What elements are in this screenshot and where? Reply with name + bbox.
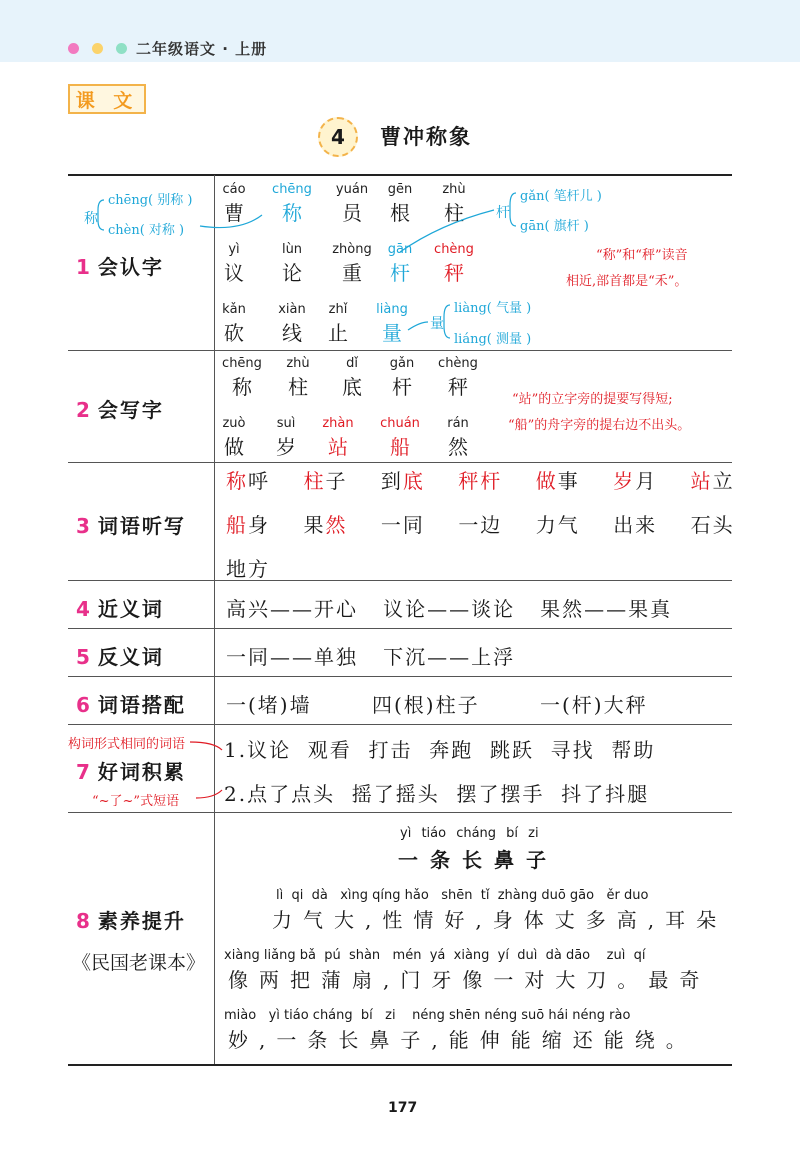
reading-pinyin: miào yì tiáo cháng bí zi néng shēn néng suō hái néng rào (224, 1008, 631, 1023)
pinyin: xiàn (278, 302, 306, 317)
book-title: 二年级语文 · 上册 (136, 40, 268, 58)
pinyin: suì (276, 416, 296, 431)
pinyin: zhàn (322, 416, 354, 431)
accumulate-line: 1.议论 观看 打击 奔跑 跳跃 寻找 帮助 (224, 738, 656, 762)
brace (98, 200, 104, 230)
accumulate-line: 2.点了点头 摇了摇头 摆了摆手 抖了抖腿 (224, 782, 650, 806)
section-label: 5 反义词 (76, 645, 164, 669)
row-divider (68, 462, 732, 463)
row-divider (68, 628, 732, 629)
hanzi: 柱 (444, 201, 464, 225)
poly-reading: liáng( 测量 ) (454, 332, 532, 347)
pinyin: rán (447, 416, 469, 431)
reading-pinyin: lì qi dà xìng qíng hǎo shēn tǐ zhàng duō gāo ěr duo (276, 888, 649, 903)
synonyms-text: 高兴——开心 议论——谈论 果然——果真 (226, 597, 673, 621)
lesson-tag: 课 文 (68, 84, 146, 114)
brace (510, 193, 516, 226)
section-label: 6 词语搭配 (76, 693, 186, 717)
hanzi: 论 (282, 261, 302, 285)
hanzi: 岁 (276, 435, 296, 459)
note-text: 相近,部首都是“禾”。 (566, 274, 688, 289)
pinyin: lùn (281, 242, 303, 257)
hanzi: 量 (382, 321, 402, 345)
page-number: 177 (388, 1100, 418, 1116)
hanzi: 称 (232, 375, 252, 399)
pinyin: zhǐ (328, 302, 348, 317)
poly-char-gan: 杆 (496, 205, 510, 221)
hanzi: 砍 (224, 321, 244, 345)
hanzi: 杆 (392, 375, 412, 399)
character-cell (436, 416, 480, 460)
hanzi: 做 (224, 435, 244, 459)
pinyin: chēng (222, 356, 262, 371)
dictation-line: 地方 (226, 557, 270, 581)
section-label: 8 素养提升 (76, 909, 186, 933)
note-text: “船”的舟字旁的提右边不出头。 (508, 418, 691, 433)
character-cell (378, 416, 422, 460)
row-divider (68, 580, 732, 581)
pinyin: chèng (434, 242, 474, 257)
pinyin: chuán (380, 416, 420, 431)
reading-title-pinyin: yì tiáo cháng bí zi (400, 826, 539, 841)
poly-reading: chēng( 别称 ) (108, 193, 193, 208)
poly-char-liang: 量 (430, 316, 444, 332)
pinyin: zhù (442, 182, 466, 197)
poly-reading: liàng( 气量 ) (454, 301, 532, 316)
hanzi: 然 (448, 435, 468, 459)
table-bottom-border (68, 1064, 732, 1066)
collocation: 一(杆)大秤 (540, 693, 648, 717)
antonyms-text: 一同——单独 下沉——上浮 (226, 645, 516, 669)
row-divider (68, 676, 732, 677)
dictation-line: 称呼 柱子 到底 秤杆 做事 岁月 站立 (226, 469, 735, 493)
pinyin: liàng (376, 302, 408, 317)
section-label: 4 近义词 (76, 597, 164, 621)
note-text: “称”和“秤”读音 (596, 248, 688, 263)
character-cell (436, 356, 480, 400)
note-text: “站”的立字旁的提要写得短; (512, 392, 673, 407)
pinyin: gēn (387, 182, 413, 197)
character-cell (212, 416, 256, 460)
pinyin: cáo (222, 182, 246, 197)
pinyin: zuò (222, 416, 246, 431)
section-sublabel: 《民国老课本》 (72, 952, 206, 974)
character-cell (264, 416, 308, 460)
hanzi: 议 (224, 261, 244, 285)
pinyin: yuán (335, 182, 369, 197)
pinyin: gǎn (389, 356, 415, 371)
pinyin: chèng (438, 356, 478, 371)
reading-line: 像两把蒲扇,门牙像一对大刀。最奇 (228, 968, 711, 992)
reading-title: 一条长鼻子 (398, 848, 558, 872)
lesson-title: 曹冲称象 (380, 125, 472, 149)
connector (408, 322, 428, 330)
hanzi: 重 (342, 261, 362, 285)
collocation: 一(堵)墙 (226, 693, 312, 717)
hanzi: 柱 (288, 375, 308, 399)
poly-reading: chèn( 对称 ) (108, 223, 185, 238)
hanzi: 秤 (448, 375, 468, 399)
note-text: “~了~”式短语 (92, 794, 180, 809)
hanzi: 船 (390, 435, 410, 459)
reading-pinyin: xiàng liǎng bǎ pú shàn mén yá xiàng yí duì dà dāo zuì qí (224, 948, 646, 963)
reading-line: 力气大,性情好,身体丈多高,耳朵 (272, 908, 728, 932)
hanzi: 曹 (224, 201, 244, 225)
hanzi: 站 (328, 435, 348, 459)
brace (444, 305, 450, 338)
collocation: 四(根)柱子 (372, 693, 480, 717)
hanzi: 根 (390, 201, 410, 225)
hanzi: 杆 (390, 261, 410, 285)
pinyin: zhòng (332, 242, 372, 257)
character-cell (276, 356, 320, 400)
pinyin: kǎn (222, 302, 246, 317)
annotation-lines (0, 0, 800, 360)
hanzi: 称 (282, 201, 302, 225)
character-cell (380, 356, 424, 400)
poly-reading: gǎn( 笔杆儿 ) (520, 189, 602, 204)
hanzi: 员 (342, 201, 362, 225)
hanzi: 底 (342, 375, 362, 399)
character-cell (330, 356, 374, 400)
lesson-number: 4 (318, 117, 358, 157)
section-label: 2 会写字 (76, 398, 164, 422)
note-text: 构词形式相同的词语 (68, 737, 186, 752)
character-cell (220, 356, 264, 400)
poly-reading: gān( 旗杆 ) (520, 219, 589, 234)
section-label: 7 好词积累 (76, 760, 186, 784)
hanzi: 止 (328, 321, 348, 345)
pinyin: yì (228, 242, 240, 257)
hanzi: 线 (282, 321, 302, 345)
pinyin: chēng (272, 182, 312, 197)
character-cell (316, 416, 360, 460)
pinyin: zhù (286, 356, 310, 371)
annotation-lines (0, 720, 240, 820)
pinyin: gān (387, 242, 413, 257)
reading-line: 妙,一条长鼻子,能伸能缩还能绕。 (228, 1028, 697, 1052)
section-label: 3 词语听写 (76, 514, 186, 538)
pinyin: dǐ (346, 356, 358, 371)
hanzi: 秤 (444, 261, 464, 285)
poly-char-cheng: 称 (84, 211, 98, 227)
connector (400, 210, 494, 252)
dictation-line: 船身 果然 一同 一边 力气 出来 石头 (226, 513, 735, 537)
section-label: 1 会认字 (76, 255, 164, 279)
connector (200, 215, 262, 228)
